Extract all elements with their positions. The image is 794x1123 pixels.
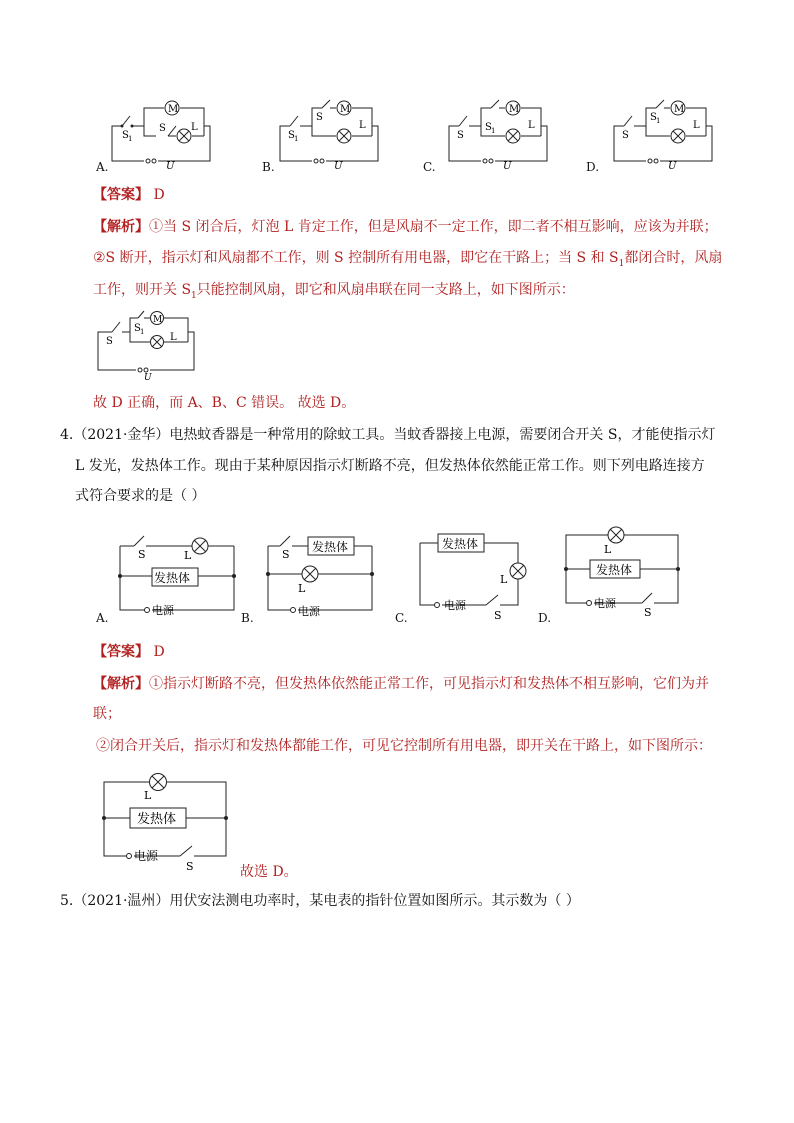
svg-text:U: U (144, 373, 152, 383)
svg-text:S: S (316, 112, 323, 123)
svg-text:M: M (674, 104, 685, 115)
q4-option-d-label: D. (538, 611, 552, 625)
svg-text:S: S (106, 336, 113, 347)
svg-text:电源: 电源 (298, 605, 320, 618)
svg-text:S: S (650, 112, 657, 123)
svg-text:M: M (168, 104, 179, 115)
svg-text:L: L (184, 549, 192, 562)
svg-text:L: L (191, 122, 198, 133)
q3-circuit-c (433, 98, 563, 170)
q4-analysis-line-2: ②闭合开关后，指示灯和发热体都能工作，可见它控制所有用电器，即开关在干路上，如下图所示： (96, 738, 712, 754)
q4-circuit-b (262, 532, 382, 618)
svg-text:L: L (170, 332, 177, 343)
q4-circuit-a (112, 530, 242, 616)
q4-stem-line-2: L 发光，发热体工作。现由于某种原因指示灯断路不亮，但发热体依然能正常工作。则下列电路连接方 (75, 458, 705, 474)
q3-answer: 【答案】 D (93, 187, 165, 203)
q3-option-c-label: C. (423, 160, 436, 174)
q3-circuit-d (598, 98, 728, 170)
svg-text:L: L (500, 573, 508, 586)
svg-text:S: S (186, 860, 194, 873)
q4-stem-line-3: 式符合要求的是（ ） (75, 488, 206, 504)
svg-text:S: S (288, 130, 295, 141)
svg-text:M: M (509, 104, 520, 115)
q4-solution-circuit (100, 768, 232, 873)
svg-text:L: L (359, 120, 366, 131)
q3-circuit-b (264, 98, 394, 170)
svg-text:电源: 电源 (152, 604, 174, 617)
q3-circuit-a (96, 98, 226, 170)
svg-text:L: L (604, 543, 612, 556)
q3-analysis-line-2: ②S 断开，指示灯和风扇都不工作，则 S 控制所有用电器，即它在干路上；当 S 和 $S_1$都闭合时，风扇 (93, 250, 723, 269)
svg-text:发热体: 发热体 (596, 563, 633, 577)
svg-text:L: L (144, 789, 152, 802)
q5-stem: 5.（2021·温州）用伏安法测电功率时，某电表的指针位置如图所示。其示数为（ ） (60, 893, 580, 909)
svg-text:M: M (153, 315, 163, 325)
q4-circuit-c (414, 527, 538, 622)
q3-option-b-label: B. (262, 160, 275, 174)
svg-text:S: S (644, 606, 652, 619)
svg-text:1: 1 (491, 127, 496, 135)
svg-text:电源: 电源 (594, 597, 616, 610)
svg-text:S: S (282, 548, 290, 561)
svg-text:电源: 电源 (134, 849, 159, 863)
svg-text:1: 1 (140, 328, 145, 336)
svg-text:1: 1 (128, 135, 133, 143)
svg-text:电源: 电源 (444, 599, 466, 612)
svg-text:U: U (503, 161, 512, 172)
svg-text:U: U (668, 161, 677, 172)
q3-option-d-label: D. (586, 160, 600, 174)
svg-text:L: L (528, 120, 535, 131)
q3-conclusion: 故 D 正确，而 A、B、C 错误。 故选 D。 (93, 395, 356, 411)
svg-text:U: U (334, 161, 343, 172)
svg-text:M: M (340, 104, 351, 115)
q4-option-b-label: B. (241, 611, 254, 625)
svg-text:S: S (494, 609, 502, 622)
q3-solution-circuit (92, 310, 202, 382)
svg-text:S: S (138, 548, 146, 561)
svg-text:S: S (134, 323, 141, 334)
svg-text:S: S (457, 130, 464, 141)
svg-text:S: S (159, 123, 166, 134)
q4-analysis-line-1: 【解析】①指示灯断路不亮，但发热体依然能正常工作，可见指示灯和发热体不相互影响，它们为并 (93, 676, 709, 692)
q4-analysis-line-1b: 联； (93, 706, 121, 722)
q3-analysis-line-1: 【解析】①当 S 闭合后，灯泡 L 肯定工作，但是风扇不一定工作，即二者不相互影响，应该为并联； (93, 219, 718, 235)
svg-text:L: L (298, 582, 306, 595)
svg-text:S: S (622, 130, 629, 141)
svg-text:1: 1 (294, 135, 299, 143)
q4-stem-line-1: 4.（2021·金华）电热蚊香器是一种常用的除蚊工具。当蚊香器接上电源，需要闭合开关 S，才能使指示灯 (60, 427, 716, 443)
svg-text:1: 1 (656, 117, 661, 125)
q3-option-a-label: A. (96, 160, 109, 174)
q4-option-a-label: A. (96, 611, 109, 625)
svg-text:S: S (485, 122, 492, 133)
q3-analysis-line-3: 工作，则开关 $S_1$只能控制风扇，即它和风扇串联在同一支路上，如下图所示： (93, 282, 575, 301)
q4-option-c-label: C. (395, 611, 408, 625)
q4-circuit-d (562, 525, 686, 617)
q4-answer: 【答案】 D (93, 644, 165, 660)
svg-text:发热体: 发热体 (154, 571, 191, 585)
svg-text:S: S (122, 130, 129, 141)
svg-text:U: U (166, 161, 175, 172)
svg-text:发热体: 发热体 (137, 812, 177, 827)
svg-text:发热体: 发热体 (312, 540, 349, 554)
svg-text:发热体: 发热体 (442, 537, 479, 551)
q4-conclusion: 故选 D。 (240, 864, 298, 880)
svg-text:L: L (693, 120, 700, 131)
